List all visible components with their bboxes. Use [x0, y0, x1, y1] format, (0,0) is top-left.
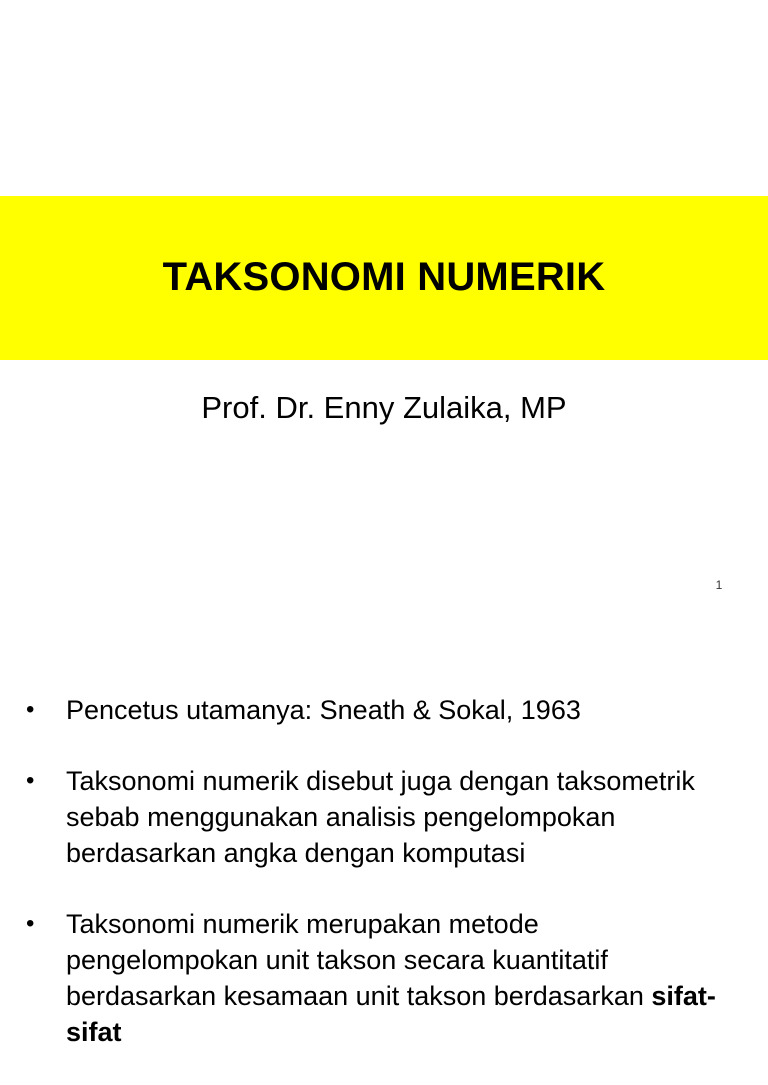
bullet-text: Taksonomi numerik merupakan metode pengelompokan unit takson secara kuantitatif berdasarkan kesamaan unit takson berdasarkan [66, 909, 644, 1011]
bullet-item [0, 692, 768, 728]
author-name: Prof. Dr. Enny Zulaika, MP [201, 390, 567, 425]
bullet-list [0, 692, 768, 1085]
bullet-item [0, 763, 768, 871]
title-band [0, 196, 768, 360]
page-number: 1 [715, 578, 723, 592]
bullet-icon: • [26, 767, 35, 794]
slide-title: TAKSONOMI NUMERIK [162, 254, 606, 299]
content-slide [0, 640, 768, 1047]
bullet-icon: • [26, 910, 35, 937]
bullet-item [0, 906, 768, 1050]
bullet-text: Taksonomi numerik disebut juga dengan taksometrik sebab menggunakan analisis pengelompokan berdasarkan angka dengan komputasi [66, 766, 695, 868]
bullet-text: Pencetus utamanya: Sneath & Sokal, 1963 [66, 695, 581, 725]
bullet-bold-text: sifat-sifat [66, 981, 716, 1047]
bullet-icon: • [26, 696, 35, 723]
